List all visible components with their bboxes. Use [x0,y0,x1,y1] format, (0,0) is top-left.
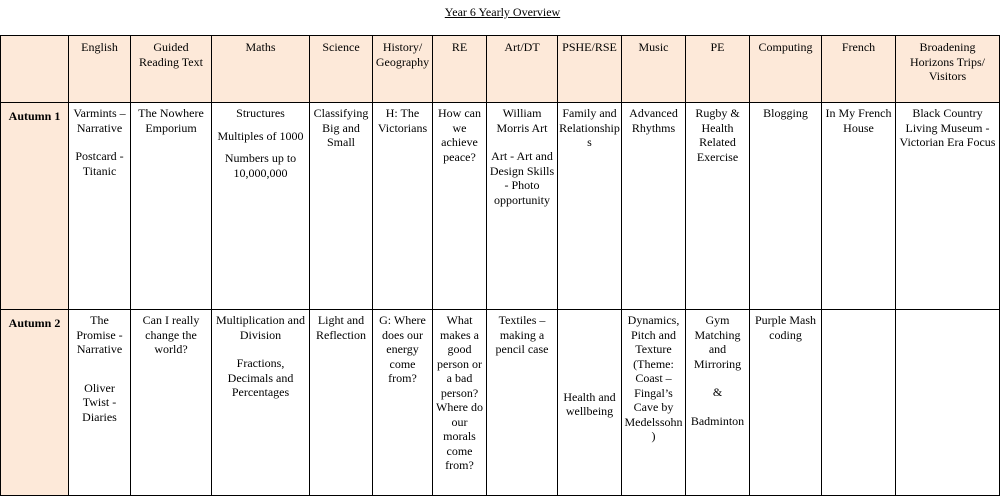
autumn1-art-1: William Morris Art [496,106,548,135]
autumn2-pe-1: Gym Matching and Mirroring [693,313,742,371]
autumn1-maths-3: Numbers up to 10,000,000 [224,151,297,180]
autumn1-maths-2: Multiples of 1000 [217,128,304,143]
autumn2-pshe: Health and wellbeing [558,310,622,496]
autumn2-maths-1: Multiplication and Division [216,313,305,342]
autumn2-english-1: The Promise - Narrative [76,313,123,356]
autumn2-history: G: Where does our energy come from? [373,310,433,496]
autumn2-english [69,310,131,496]
header-pshe: PSHE/RSE [558,36,622,103]
header-pe: PE [686,36,750,103]
autumn1-re: How can we achieve peace? [433,103,487,310]
autumn2-row [1,310,1000,496]
autumn2-art-dt: Textiles – making a pencil case [487,310,558,496]
autumn1-maths [212,103,310,310]
autumn2-science: Light and Reflection [310,310,373,496]
header-maths: Maths [212,36,310,103]
autumn2-french [822,310,896,496]
autumn2-pe-3: Badminton [690,413,745,428]
autumn2-maths [212,310,310,496]
autumn2-english-2: Oliver Twist - Diaries [82,380,117,424]
autumn1-english-1: Varmints – Narrative [73,106,126,135]
autumn1-trips: Black Country Living Museum - Victorian Era Focus [896,103,1000,310]
autumn1-art-dt [487,103,558,310]
autumn2-guided-reading: Can I really change the world? [131,310,212,496]
autumn1-science: Classifying Big and Small [310,103,373,310]
header-guided-reading: Guided Reading Text [131,36,212,103]
autumn2-pe [686,310,750,496]
autumn2-maths-2: Fractions, Decimals and Percentages [227,356,294,399]
header-corner [1,36,69,103]
autumn1-english [69,103,131,310]
autumn1-row [1,103,1000,310]
autumn2-trips [896,310,1000,496]
header-history-geography: History/ Geography [373,36,433,103]
autumn2-computing: Purple Mash coding [750,310,822,496]
autumn1-art-2: Art - Art and Design Skills - Photo opportunity [489,149,555,207]
autumn1-music: Advanced Rhythms [622,103,686,310]
autumn1-pe: Rugby & Health Related Exercise [686,103,750,310]
page-title: Year 6 Yearly Overview [444,5,561,19]
header-row [1,36,1000,103]
header-science: Science [310,36,373,103]
header-english: English [69,36,131,103]
autumn1-pshe: Family and Relationships [558,103,622,310]
overview-table [0,35,1000,496]
header-french: French [822,36,896,103]
header-computing: Computing [750,36,822,103]
autumn1-guided-reading: The Nowhere Emporium [131,103,212,310]
header-trips: Broadening Horizons Trips/ Visitors [896,36,1000,103]
header-music: Music [622,36,686,103]
autumn2-pe-2: & [712,385,723,399]
autumn2-re: What makes a good person or a bad person? Where do our morals come from? [433,310,487,496]
autumn1-french: In My French House [822,103,896,310]
autumn2-label: Autumn 2 [1,310,69,496]
autumn1-computing: Blogging [750,103,822,310]
autumn1-label: Autumn 1 [1,103,69,310]
autumn1-english-2: Postcard - Titanic [75,149,124,178]
header-art-dt: Art/DT [487,36,558,103]
autumn1-history: H: The Victorians [373,103,433,310]
header-re: RE [433,36,487,103]
autumn1-maths-1: Structures [236,106,285,120]
autumn2-music: Dynamics, Pitch and Texture (Theme: Coast – Fingal’s Cave by Medelssohn) [622,310,686,496]
